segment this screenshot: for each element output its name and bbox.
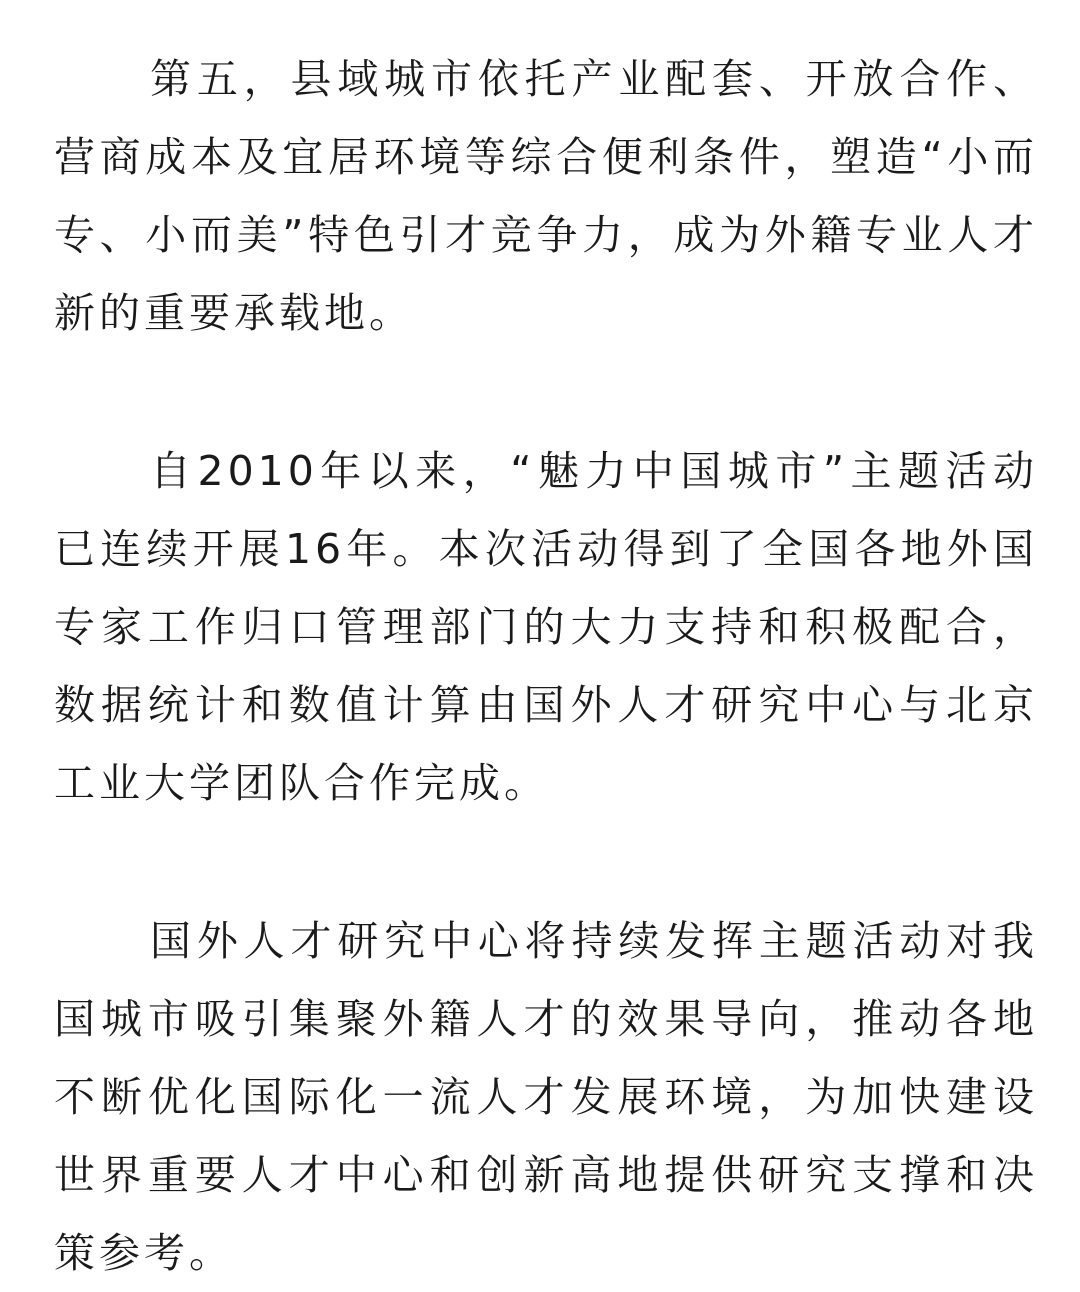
paragraph-county-cities: 第五，县域城市依托产业配套、开放合作、营商成本及宜居环境等综合便利条件，塑造“小而专、小而美”特色引才竞争力，成为外籍专业人才新的重要承载地。 xyxy=(54,55,1038,337)
article-body xyxy=(54,40,1038,1292)
paragraph-research-center: 国外人才研究中心将持续发挥主题活动对我国城市吸引集聚外籍人才的效果导向，推动各地不断优化国际化一流人才发展环境，为加快建设世界重要人才中心和创新高地提供研究支撑和决策参考。 xyxy=(54,917,1038,1277)
paragraph-activity-history: 自2010年以来，“魅力中国城市”主题活动已连续开展16年。本次活动得到了全国各地外国专家工作归口管理部门的大力支持和积极配合，数据统计和数值计算由国外人才研究中心与北京工业大学团队合作完成。 xyxy=(54,447,1038,807)
